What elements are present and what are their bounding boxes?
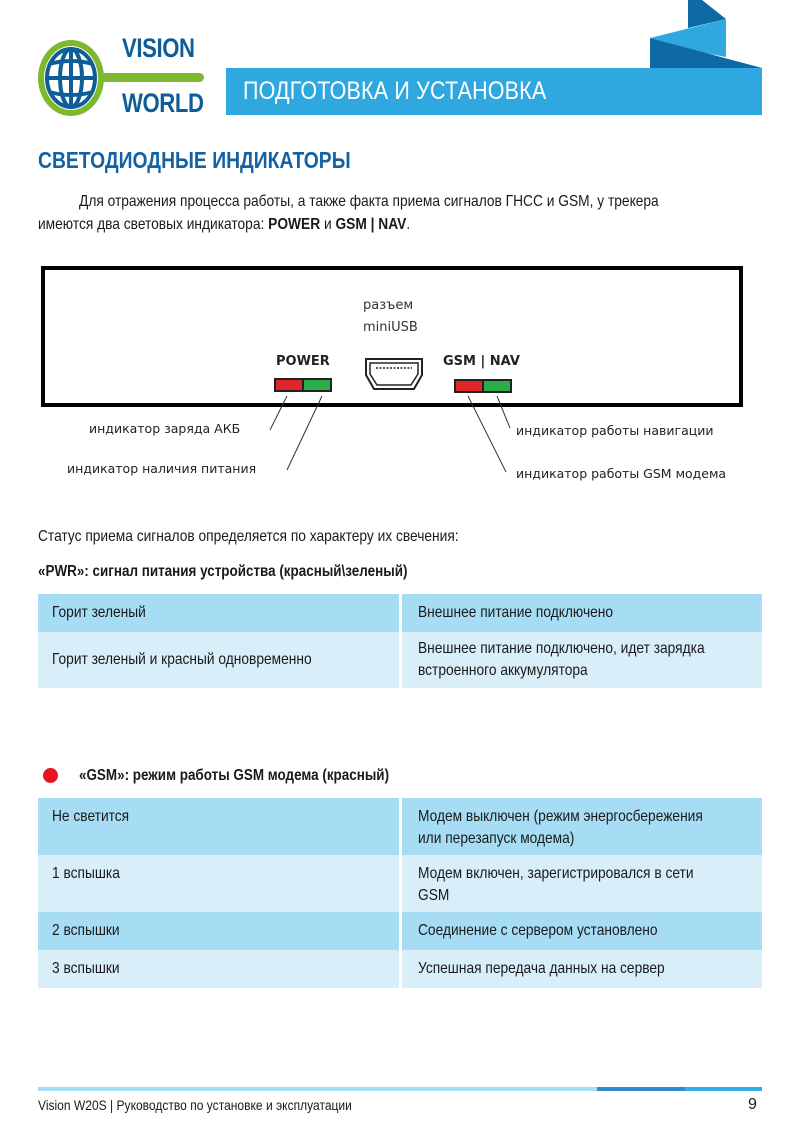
state-cell [38,798,399,855]
power-led-label: POWER [276,354,330,369]
meaning-text-line1: Модем включен, зарегистрировался в сети [418,865,694,882]
status-description: Статус приема сигналов определяется по характеру их свечения: [38,528,459,545]
annotation-power-indicator: индикатор наличия питания [67,461,257,476]
pwr-table-caption: «PWR»: сигнал питания устройства (красный\зеленый) [38,563,408,580]
meaning-text-line2: или перезапуск модема) [418,830,575,847]
table-row [38,798,762,855]
intro-paragraph-line2 [38,213,410,236]
state-cell [38,594,399,632]
leader-power [287,396,322,470]
state-text: Не светится [52,808,130,825]
pwr-status-table [38,594,762,688]
intro-end: . [406,216,411,233]
state-text: 3 вспышки [52,960,120,977]
meaning-text: Успешная передача данных на сервер [418,960,665,977]
intro-paragraph-line1: Для отражения процесса работы, а также факта приема сигналов ГНСС и GSM, у трекера [79,193,659,210]
meaning-cell [402,912,762,950]
footer-rule-accent-dark [597,1087,685,1091]
usb-label-line2: miniUSB [363,320,418,335]
state-cell [38,855,399,912]
annotation-battery-indicator: индикатор заряда АКБ [89,421,241,436]
gsm-status-table [38,798,762,988]
table-row [38,632,762,688]
meaning-cell [402,632,762,688]
battery-charge-led [276,380,304,390]
leader-battery [270,396,287,430]
state-text: 2 вспышки [52,922,120,939]
meaning-text-line1: Внешнее питание подключено, идет зарядка [418,640,705,657]
table-row [38,594,762,632]
annotation-nav-indicator: индикатор работы навигации [516,423,714,438]
meaning-text: Соединение с сервером установлено [418,922,658,939]
state-cell [38,632,399,688]
gsm-table-caption: «GSM»: режим работы GSM модема (красный) [79,767,390,784]
table-row [38,855,762,912]
page-number: 9 [748,1096,757,1113]
footer-rule-accent [685,1087,762,1091]
logo-word-vision: VISION [122,33,195,63]
footer-document-title: Vision W20S | Руководство по установке и эксплуатации [38,1097,352,1113]
usb-label-line1: разъем [363,298,414,313]
leader-gsm [468,396,506,472]
state-cell [38,912,399,950]
meaning-cell [402,594,762,632]
intro-power-term: POWER [268,216,321,233]
section-title: СВЕТОДИОДНЫЕ ИНДИКАТОРЫ [38,147,351,173]
power-present-led [304,380,330,390]
state-text: Горит зеленый [52,604,146,621]
gsm-nav-led-label: GSM | NAV [443,354,520,369]
meaning-text-line2: GSM [418,887,450,904]
intro-gsm-nav-term: GSM | NAV [335,216,407,233]
intro-text: имеются два световых индикатора: [38,216,269,233]
annotation-gsm-indicator: индикатор работы GSM модема [516,466,727,481]
leader-nav [497,396,510,428]
meaning-cell [402,950,762,988]
intro-and: и [320,216,336,233]
table-row [38,950,762,988]
mini-usb-port-icon [362,355,426,393]
meaning-text: Внешнее питание подключено [418,604,614,621]
meaning-cell [402,798,762,855]
state-text: 1 вспышка [52,865,120,882]
chapter-title: ПОДГОТОВКА И УСТАНОВКА [243,77,547,105]
meaning-cell [402,855,762,912]
meaning-text-line1: Модем выключен (режим энергосбережения [418,808,703,825]
state-text: Горит зеленый и красный одновременно [52,651,312,668]
logo-word-world: WORLD [122,88,204,118]
meaning-text-line2: встроенного аккумулятора [418,662,588,679]
state-cell [38,950,399,988]
table-row [38,912,762,950]
vision-world-logo [34,30,210,130]
red-indicator-dot-icon [43,768,58,783]
